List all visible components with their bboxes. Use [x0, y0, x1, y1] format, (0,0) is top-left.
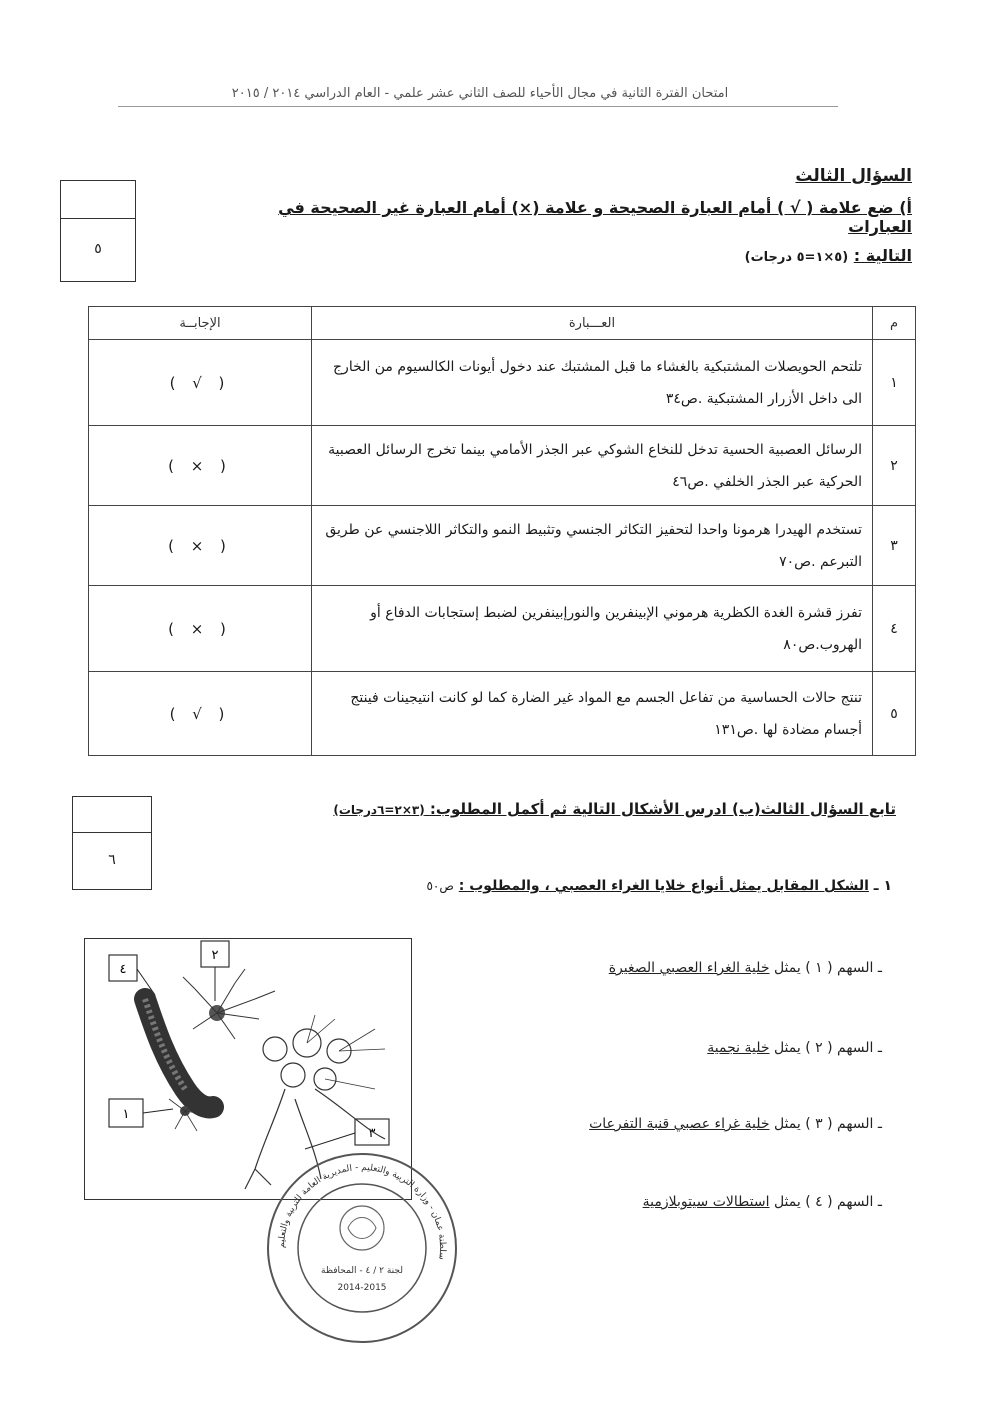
- label-4: ٤: [119, 962, 127, 977]
- row-answer[interactable]: ( × ): [89, 586, 312, 672]
- header-answer: الإجابــة: [89, 307, 312, 340]
- row-answer[interactable]: ( × ): [89, 506, 312, 586]
- question3b-title-text: تابع السؤال الثالث(ب) ادرس الأشكال التالية ثم أكمل المطلوب:: [429, 800, 896, 818]
- arrow-3-answer[interactable]: خلية غراء عصبي قنبة التفرعات: [589, 1116, 770, 1132]
- label-1: ١: [122, 1107, 130, 1122]
- seal-year: 2014-2015: [337, 1283, 387, 1293]
- question3-instruction: [252, 198, 912, 236]
- arrow-answer-4: [643, 1194, 882, 1210]
- table-header-row: [89, 307, 916, 340]
- question3-instruction-line2: [745, 246, 912, 265]
- arrow-1-answer[interactable]: خلية الغراء العصبي الصغيرة: [608, 960, 770, 976]
- row-num: ١: [873, 340, 916, 426]
- arrow-1-prefix: ـ السهم ( ١ ) يمثل: [773, 960, 882, 976]
- seal-graphic: [262, 1148, 462, 1348]
- instruction-suffix: التالية :: [853, 246, 912, 265]
- seal-inner-text: لجنة ٢ / ٤ - المحافظة: [321, 1266, 403, 1276]
- row-num: ٢: [873, 426, 916, 506]
- official-seal: [262, 1148, 462, 1348]
- row-statement: تلتحم الحويصلات المشتبكية بالغشاء ما قبل المشتبك عند دخول أيونات الكالسيوم من الخارج الى داخل الأزرار المشتبكية .ص٣٤: [312, 340, 873, 426]
- arrow-4-answer[interactable]: استطالات سيتوبلازمية: [642, 1194, 770, 1210]
- arrow-answer-3: [589, 1116, 882, 1132]
- row-statement: تستخدم الهيدرا هرمونا واحدا لتحفيز التكاثر الجنسي وتثبيط النمو والتكاثر اللاجنسي عن طريق التبرعم .ص٧٠: [312, 506, 873, 586]
- true-false-table: [88, 306, 916, 756]
- row-num: ٥: [873, 672, 916, 756]
- row-statement: تفرز قشرة الغدة الكظرية هرموني الإبينفرين والنورإبينفرين لضبط إستجابات الدفاع أو الهروب.ص٨٠: [312, 586, 873, 672]
- score-box-q3a: [60, 180, 136, 282]
- arrow-2-answer[interactable]: خلية نجمية: [707, 1040, 770, 1056]
- score-value: ٦: [108, 852, 116, 868]
- arrow-answer-2: [707, 1040, 882, 1056]
- header-statement: العـــبارة: [312, 307, 873, 340]
- score-value: ٥: [94, 241, 102, 257]
- score-box-q3b: [72, 796, 152, 890]
- arrow-3-prefix: ـ السهم ( ٣ ) يمثل: [773, 1116, 882, 1132]
- row-statement: تنتج حالات الحساسية من تفاعل الجسم مع المواد غير الضارة كما لو كانت انتيجينات فينتج أجسام مضادة لها .ص١٣١: [312, 672, 873, 756]
- table-row: [89, 586, 916, 672]
- instruction-prefix: أ) ضع علامة ( √ ) أمام العبارة الصحيحة و علامة (×) أمام العبارة غير الصحيحة في العبارات: [278, 198, 912, 236]
- header-num: م: [873, 307, 916, 340]
- table-row: [89, 426, 916, 506]
- arrow-2-prefix: ـ السهم ( ٢ ) يمثل: [773, 1040, 882, 1056]
- table-row: [89, 506, 916, 586]
- sub1-prefix: ١ ـ: [873, 878, 892, 894]
- seal-emblem-icon: [340, 1206, 384, 1250]
- arrow-4-prefix: ـ السهم ( ٤ ) يمثل: [773, 1194, 882, 1210]
- row-answer[interactable]: ( √ ): [89, 340, 312, 426]
- question3-title: السؤال الثالث: [795, 166, 912, 186]
- seal-outer-text: سلطنة عمان - وزارة التربية والتعليم - المديرية العامة للتربية والتعليم: [276, 1162, 448, 1261]
- sub1-page-ref: ص٥٠: [426, 879, 454, 893]
- row-num: ٣: [873, 506, 916, 586]
- row-num: ٤: [873, 586, 916, 672]
- arrow-answer-1: [609, 960, 882, 976]
- label-2: ٢: [211, 948, 219, 963]
- marks-note: (٥×١=٥ درجات): [744, 250, 849, 265]
- question3b-marks: (٣×٢=٦درجات): [333, 803, 425, 817]
- header-divider: [118, 106, 838, 107]
- table-row: [89, 340, 916, 426]
- row-answer[interactable]: ( √ ): [89, 672, 312, 756]
- table-row: [89, 672, 916, 756]
- score-empty-cell: [73, 797, 151, 833]
- sub1-text: الشكل المقابل يمثل أنواع خلايا الغراء العصبي ، والمطلوب :: [458, 878, 869, 894]
- sub-question-1: [426, 878, 892, 894]
- row-statement: الرسائل العصبية الحسية تدخل للنخاع الشوكي عبر الجذر الأمامي بينما تخرج الرسائل العصبية الحركية عبر الجذر الخلفي .ص٤٦: [312, 426, 873, 506]
- row-answer[interactable]: ( × ): [89, 426, 312, 506]
- exam-header: امتحان الفترة الثانية في مجال الأحياء للصف الثاني عشر علمي - العام الدراسي ٢٠١٤ / ٢٠١٥: [231, 86, 729, 101]
- label-3: ٣: [368, 1126, 376, 1141]
- question3b-title: [333, 800, 896, 818]
- score-empty-cell: [61, 181, 135, 219]
